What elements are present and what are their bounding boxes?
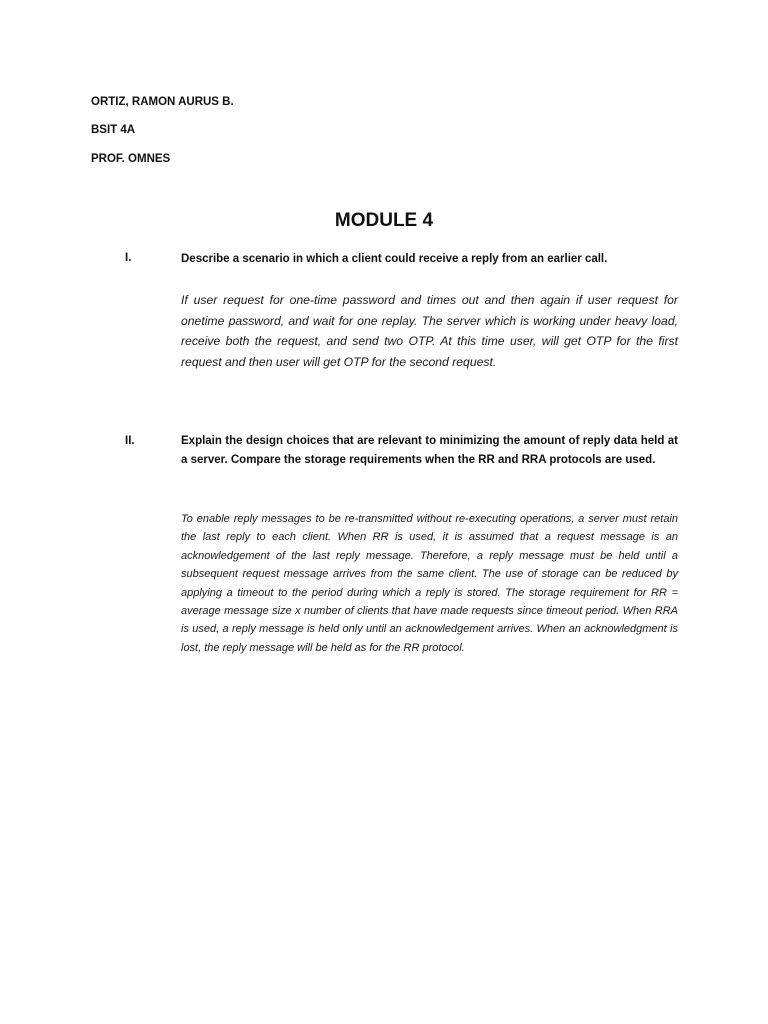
question-1-text: Describe a scenario in which a client could receive a reply from an earlier call. — [181, 253, 608, 265]
student-section: BSIT 4A — [91, 124, 136, 136]
module-title: MODULE 4 — [334, 210, 434, 231]
professor-name: PROF. OMNES — [91, 153, 171, 165]
question-2-text: Explain the design choices that are relevant to minimizing the amount of reply data held at a server. Compare the storage requirements when the RR and RRA protocols are used. — [181, 435, 678, 466]
question-numeral-1: I. — [125, 252, 132, 264]
answer-2-text: To enable reply messages to be re-transmitted without re-executing operations, a server must retain the last reply to each client. When RR is used, it is assumed that a request message is an acknowledgement of the last reply message. Therefore, a reply message must be held until a subsequent request message arrives from the same client. The use of storage can be reduced by applying a timeout to the period during which a reply is stored. The storage requirement for RR = average message size x number of clients that have made requests since timeout period. When RRA is used, a reply message is held only until an acknowledgement arrives. When an acknowledgment is lost, the reply message will be held as for the RR protocol. — [181, 513, 678, 654]
answer-1-text: If user request for one-time password and times out and then again if user request for onetime password, and wait for one replay. The server which is working under heavy load, receive both the request, and send two OTP. At this time user, will get OTP for the first request and then user will get OTP for the second request. — [181, 293, 678, 369]
question-numeral-2: II. — [125, 435, 135, 447]
student-name: ORTIZ, RAMON AURUS B. — [91, 96, 234, 108]
